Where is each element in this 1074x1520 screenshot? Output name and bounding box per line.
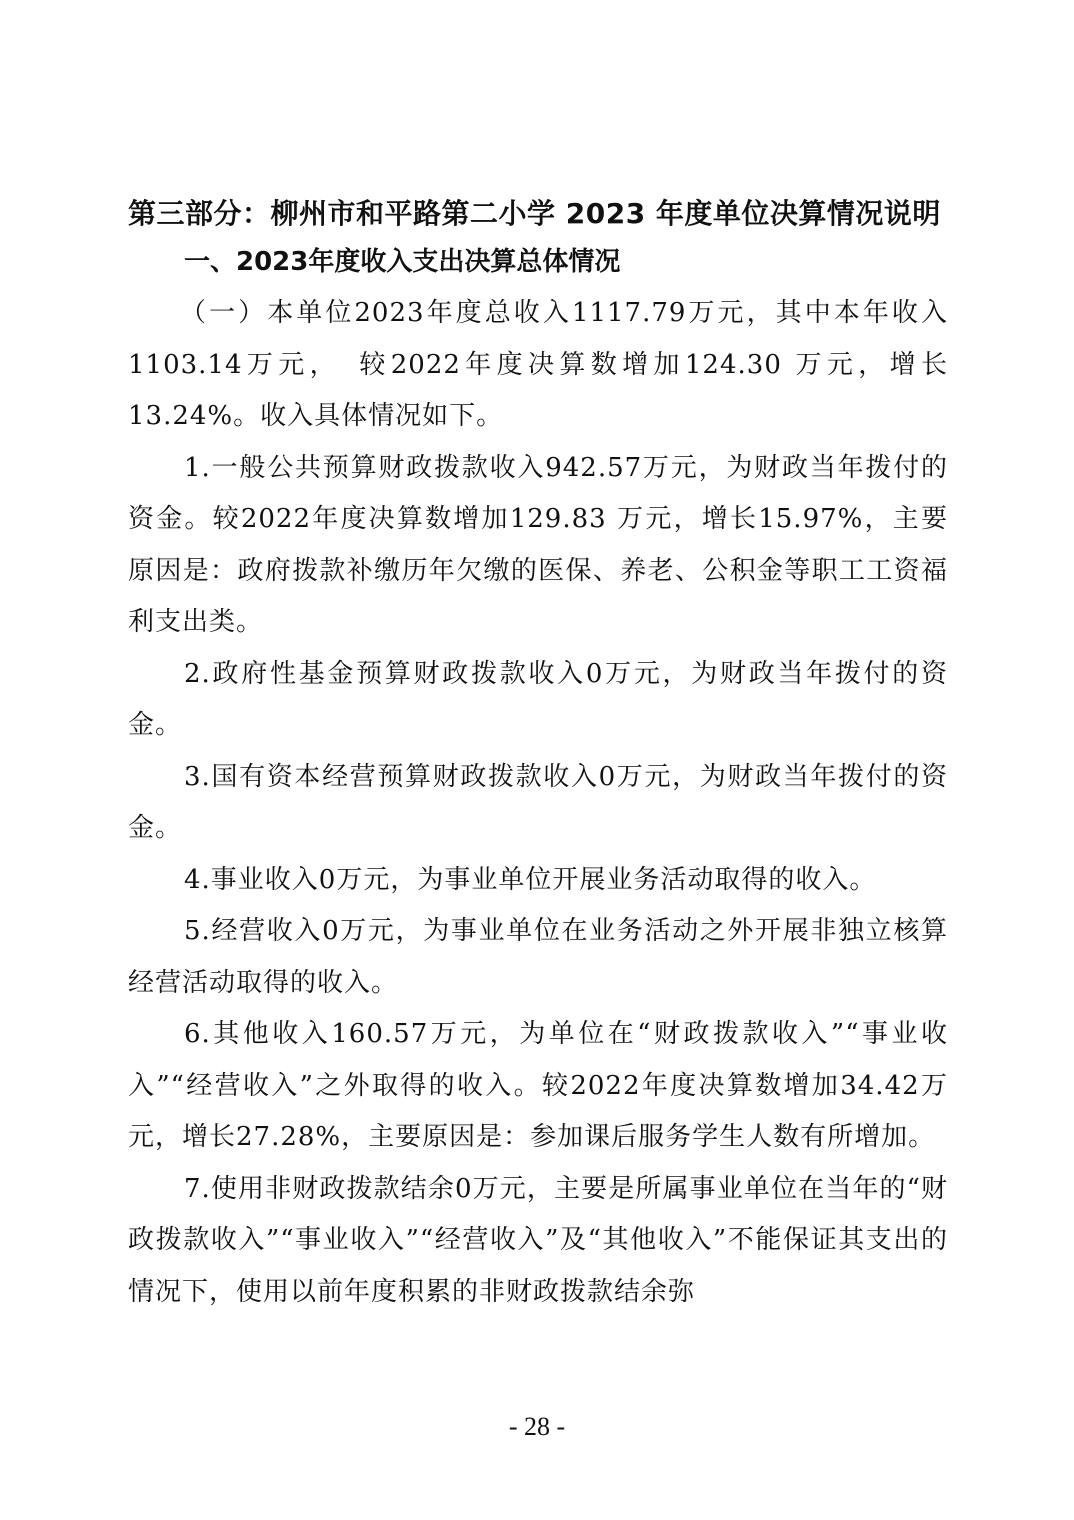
paragraph-item-2: 2.政府性基金预算财政拨款收入0万元，为财政当年拨付的资金。: [128, 658, 948, 740]
section-title: 一、2023年度收入支出决算总体情况: [184, 247, 621, 277]
paragraph-item-6: 6.其他收入160.57万元，为单位在“财政拨款收入”“事业收入”“经营收入”之外取得的收入。较2022年度决算数增加34.42万元，增长27.28%，主要原因是：参加课后服务学生人数有所增加。: [128, 1019, 948, 1152]
part-heading: 第三部分：柳州市和平路第二小学 2023 年度单位决算情况说明: [128, 197, 941, 230]
paragraph-item-5: 5.经营收入0万元，为事业单位在业务活动之外开展非独立核算经营活动取得的收入。: [128, 916, 948, 998]
paragraph-item-3: 3.国有资本经营预算财政拨款收入0万元，为财政当年拨付的资金。: [128, 761, 948, 843]
page-number: - 28 -: [508, 1412, 566, 1441]
paragraph-item-4: 4.事业收入0万元，为事业单位开展业务活动取得的收入。: [184, 864, 877, 895]
document-body: [128, 192, 948, 1318]
paragraph-item-7: 7.使用非财政拨款结余0万元，主要是所属事业单位在当年的“财政拨款收入”“事业收入”“经营收入”及“其他收入”不能保证其支出的情况下，使用以前年度积累的非财政拨款结余弥: [128, 1173, 948, 1307]
paragraph-overview: （一）本单位2023年度总收入1117.79万元，其中本年收入1103.14万元， 较2022年度决算数增加124.30 万元，增长13.24%。收入具体情况如下。: [128, 298, 948, 431]
paragraph-item-1: 1.一般公共预算财政拨款收入942.57万元，为财政当年拨付的资金。较2022年度决算数增加129.83 万元，增长15.97%，主要原因是：政府拨款补缴历年欠缴的医保、养老、公积金等职工工资福利支出类。: [128, 452, 948, 637]
